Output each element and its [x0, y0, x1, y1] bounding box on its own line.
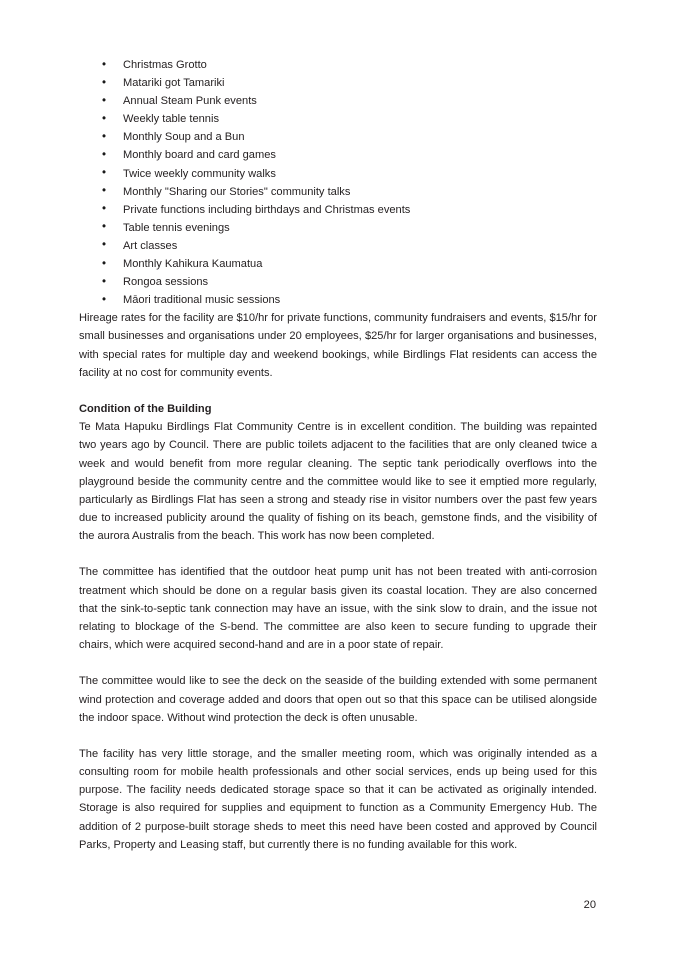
condition-paragraph-3: The committee would like to see the deck on the seaside of the building extended with some permanent wind protection and coverage added and doors that open out so that this space can be utilised alongside the indoor space. Without wind protection the deck is often unusable. [79, 675, 597, 724]
list-item: • Māori traditional music sessions [79, 291, 597, 309]
page-number-footer: 20 [583, 899, 596, 911]
list-item: • Annual Steam Punk events [79, 92, 597, 110]
list-item: • Monthly board and card games [79, 146, 597, 164]
section-heading-condition: Condition of the Building [79, 403, 212, 416]
list-item: • Art classes [79, 237, 597, 255]
list-item: • Matariki got Tamariki [79, 74, 597, 92]
list-item: • Monthly Soup and a Bun [79, 128, 597, 146]
condition-paragraph-1: Te Mata Hapuku Birdlings Flat Community Centre is in excellent condition. The building was repainted two years ago by Council. There are public toilets adjacent to the facilities that are only cleaned twice a week and would benefit from more regular cleaning. The septic tank periodically overflows into the playground beside the community centre and the committee would like to see it emptied more regularly, particularly as Birdlings Flat has seen a strong and steady rise in visitor numbers over the past few years due to increased publicity around the quality of fishing on its beach, gemstone finds, and the visibility of the aurora Australis from the beach. This work has now been completed. [79, 421, 597, 543]
hireage-rates-paragraph: Hireage rates for the facility are $10/hr for private functions, community fundraisers and events, $15/hr for small businesses and organisations under 20 employees, $25/hr for larger organisations and businesses, with special rates for multiple day and weekend bookings, while Birdlings Flat residents can access the facility at no cost for community events. [79, 312, 597, 379]
page-content [79, 56, 597, 854]
list-item: • Table tennis evenings [79, 219, 597, 237]
list-item: • Weekly table tennis [79, 110, 597, 128]
condition-section [79, 400, 597, 854]
list-item: • Monthly "Sharing our Stories" community talks [79, 183, 597, 201]
list-item: • Rongoa sessions [79, 273, 597, 291]
list-item: • Christmas Grotto [79, 56, 597, 74]
condition-paragraph-2: The committee has identified that the outdoor heat pump unit has not been treated with anti-corrosion treatment which should be done on a regular basis given its coastal location. They are also concerned that the sink-to-septic tank connection may have an issue, with the sink slow to drain, and the issue not relating to blockage of the S-bend. The committee are also keen to secure funding to upgrade their chairs, which were acquired second-hand and are in a poor state of repair. [79, 566, 597, 652]
list-item: • Private functions including birthdays and Christmas events [79, 201, 597, 219]
list-item: • Twice weekly community walks [79, 165, 597, 183]
condition-paragraph-4: The facility has very little storage, and the smaller meeting room, which was originally intended as a consulting room for mobile health professionals and other social services, ends up being used for this purpose. The facility needs dedicated storage space so that it can be activated as originally intended. Storage is also required for supplies and equipment to function as a Community Emergency Hub. The addition of 2 purpose-built storage sheds to meet this need have been costed and approved by Council Parks, Property and Leasing staff, but currently there is no funding available for this work. [79, 747, 597, 851]
activities-list [79, 56, 597, 309]
list-item: • Monthly Kahikura Kaumatua [79, 255, 597, 273]
